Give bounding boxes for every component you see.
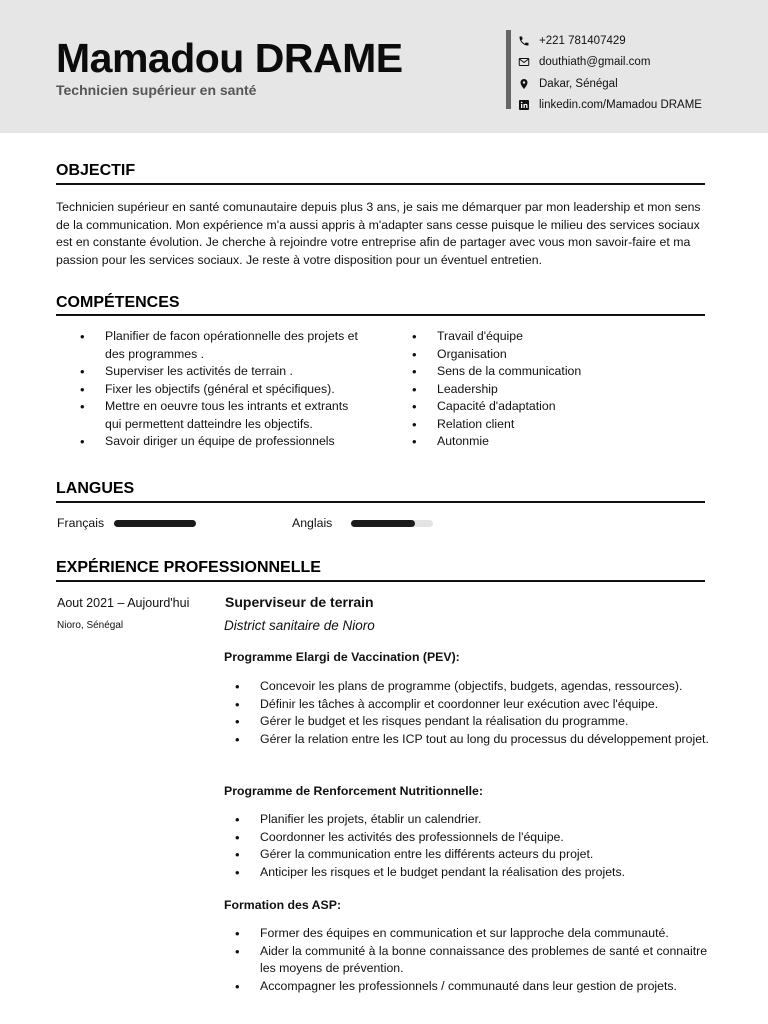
program-title: Programme de Renforcement Nutritionnelle: [224,784,483,798]
language-level-bar [114,520,196,527]
list-item: • Sens de la communication [437,363,677,381]
job-dates: Aout 2021 – Aujourd'hui [57,596,190,610]
job-location: Nioro, Sénégal [57,620,124,631]
list-item: • Relation client [437,416,677,434]
skills-rule [56,314,705,316]
location-text: Dakar, Sénégal [539,77,618,90]
list-item: • Savoir diriger un équipe de professionnels [105,433,365,451]
linkedin-text[interactable]: linkedin.com/Mamadou DRAME [539,99,702,112]
list-item: • Mettre en oeuvre tous les intrants et extrants qui permettent datteindre les objectifs. [105,398,365,433]
phone-text: +221 781407429 [539,34,626,47]
experience-heading: EXPÉRIENCE PROFESSIONNELLE [56,559,321,576]
objective-heading: OBJECTIF [56,162,136,179]
program-task-list [260,925,710,995]
language-level-fill [114,520,196,527]
list-item: • Travail d'équipe [437,328,677,346]
list-item: • Superviser les activités de terrain . [105,363,365,381]
contact-divider [506,30,511,109]
experience-rule [56,580,705,582]
list-item: • Planifier de facon opérationnelle des projets et des programmes . [105,328,365,363]
contact-linkedin[interactable] [518,95,702,117]
languages-heading: LANGUES [56,480,135,497]
language-level-fill [351,520,415,527]
objective-text: Technicien supérieur en santé comunautaire depuis plus 3 ans, je sais me démarquer par mon leadership et mon sens de la communication. Mon expérience m'a aussi appris à m'adapter sans cesse puisque le milieu des services sociaux est en constante évolution. Je cherche à rejoindre votre entreprise afin de partager avec vous mon savoir-faire et ma passion pour les services sociaux. Je reste à votre disposition pour un éventuel entretien. [56,200,701,267]
language-name: Anglais [292,516,333,530]
job-organization: District sanitaire de Nioro [224,618,375,633]
list-item: • Définir les tâches à accomplir et coordonner leur exécution avec l'équipe. [260,696,710,714]
program-task-list [260,678,710,748]
list-item: • Aider la communité à la bonne connaissance des problemes de santé et connaitre les moyens de prévention. [260,943,710,978]
soft-skills-list [437,328,677,451]
list-item: • Gérer la communication entre les différents acteurs du projet. [260,846,710,864]
language-english [292,516,433,530]
list-item: • Organisation [437,346,677,364]
contact-location [518,73,702,95]
program-title: Formation des ASP: [224,898,342,912]
language-name: Français [57,516,105,530]
language-level-bar [351,520,433,527]
list-item: • Fixer les objectifs (général et spécifiques). [105,381,365,399]
contact-phone [518,30,702,52]
job-role: Superviseur de terrain [225,594,374,610]
languages-rule [56,501,705,503]
list-item: • Concevoir les plans de programme (objectifs, budgets, agendas, ressources). [260,678,710,696]
contact-list [518,30,702,116]
list-item: • Anticiper les risques et le budget pendant la réalisation des projets. [260,864,710,882]
header-band [0,0,768,133]
candidate-name: Mamadou DRAME [56,35,403,81]
list-item: • Accompagner les professionnels / communauté dans leur gestion de projets. [260,978,710,996]
list-item: • Leadership [437,381,677,399]
list-item: • Autonmie [437,433,677,451]
candidate-title: Technicien supérieur en santé [56,82,257,98]
objective-rule [56,183,705,185]
program-title: Programme Elargi de Vaccination (PEV): [224,650,460,664]
list-item: • Gérer la relation entre les ICP tout au long du processus du développement projet. [260,731,710,749]
program-task-list [260,811,710,881]
list-item: • Coordonner les activités des professionnels de l'équipe. [260,829,710,847]
list-item: • Former des équipes en communication et sur lapproche dela communauté. [260,925,710,943]
phone-icon [518,35,530,47]
list-item: • Capacité d'adaptation [437,398,677,416]
hard-skills-list [105,328,365,451]
location-pin-icon [518,78,530,90]
list-item: • Gérer le budget et les risques pendant la réalisation du programme. [260,713,710,731]
email-text[interactable]: douthiath@gmail.com [539,56,651,69]
skills-heading: COMPÉTENCES [56,294,180,311]
list-item: • Planifier les projets, établir un calendrier. [260,811,710,829]
envelope-icon [518,56,530,68]
linkedin-icon [518,99,530,111]
language-french [57,516,196,530]
contact-email[interactable] [518,52,702,74]
